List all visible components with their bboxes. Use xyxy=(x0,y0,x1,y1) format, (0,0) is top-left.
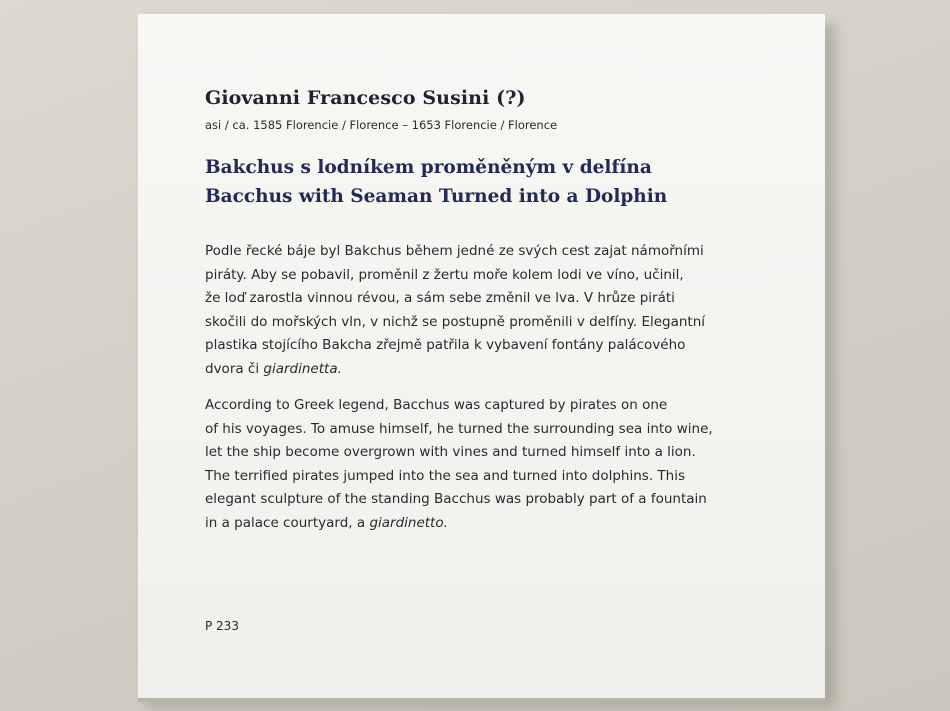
description-line-last xyxy=(205,512,805,536)
artwork-title-english: Bacchus with Seaman Turned into a Dolphin xyxy=(205,186,668,207)
description-czech xyxy=(205,240,805,382)
inventory-number: P 233 xyxy=(205,619,239,633)
description-line: let the ship become overgrown with vines and turned himself into a lion. xyxy=(205,444,696,461)
italic-term: giardinetta. xyxy=(263,360,342,377)
description-line: piráty. Aby se pobavil, proměnil z žertu moře kolem lodi ve víno, učinil, xyxy=(205,266,684,283)
description-line: Podle řecké báje byl Bakchus během jedné ze svých cest zajat námořními xyxy=(205,243,704,259)
description-line: že loď zarostla vinnou révou, a sám sebe změnil ve lva. V hrůze piráti xyxy=(205,290,675,307)
description-line: plastika stojícího Bakcha zřejmě patřila k vybavení fontány palácového xyxy=(205,337,686,354)
description-line: elegant sculpture of the standing Bacchus was probably part of a fountain xyxy=(205,491,707,508)
description-line: According to Greek legend, Bacchus was captured by pirates on one xyxy=(205,397,668,413)
description-text: dvora či xyxy=(205,360,260,377)
italic-term: giardinetto. xyxy=(369,514,448,531)
artist-name: Giovanni Francesco Susini (?) xyxy=(205,87,526,109)
description-text: in a palace courtyard, a xyxy=(205,514,366,531)
museum-label-card xyxy=(138,14,825,698)
description-line-last xyxy=(205,358,805,382)
artwork-title-czech: Bakchus s lodníkem proměněným v delfína xyxy=(205,157,652,178)
artist-dates: asi / ca. 1585 Florencie / Florence – 1653 Florencie / Florence xyxy=(205,118,558,132)
description-english xyxy=(205,394,805,536)
description-line: of his voyages. To amuse himself, he turned the surrounding sea into wine, xyxy=(205,420,713,437)
description-line: The terrified pirates jumped into the sea and turned into dolphins. This xyxy=(205,467,685,484)
description-line: skočili do mořských vln, v nichž se postupně proměnili v delfíny. Elegantní xyxy=(205,313,706,330)
